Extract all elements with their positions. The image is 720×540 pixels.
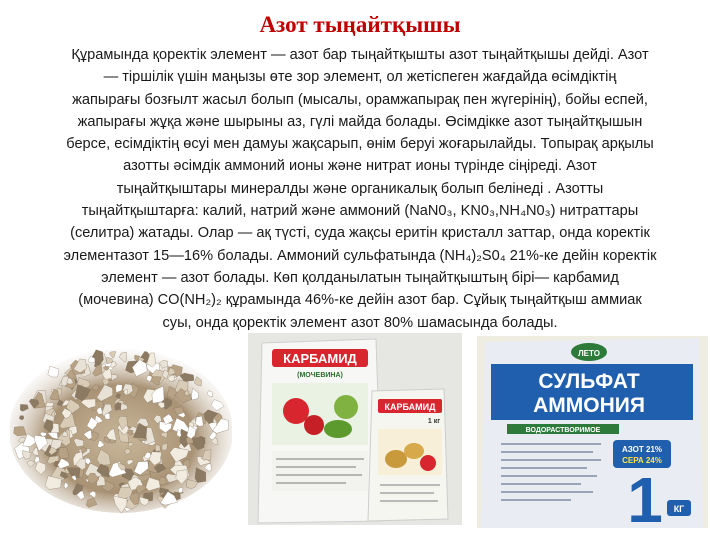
- paragraph-line: (селитра) жатады. Олар — ақ түсті, суда жақсы еритін кристалл заттар, онда коректік: [70, 225, 650, 242]
- crystals-pile: [10, 333, 232, 523]
- karbamid-brand-label: КАРБАМИД: [283, 351, 357, 366]
- karbamid-weight-label: 1 кг: [427, 418, 441, 425]
- leto-brand-label: ЛЕТО: [578, 349, 600, 358]
- sulfur-badge: СЕРА 24%: [622, 456, 662, 465]
- paragraph-line: Құрамында қоректік элемент — азот бар тыңайтқышты азот тыңайтқышы дейді. Азот: [71, 47, 649, 63]
- weight-unit: КГ: [673, 504, 685, 514]
- paragraph-line: берсе, есімдіктің өсуі мен дамуы жақсарып, өнім беруі жоғарылайды. Топырақ арқылы: [66, 136, 654, 153]
- fertilizer-crystals-photo: [10, 333, 232, 523]
- nitrogen-badge: АЗОТ 21%: [621, 445, 663, 454]
- slide-title: Азот тыңайтқышы: [259, 12, 461, 37]
- paragraph-line: тыңайтқыштарға: калий, натрий және аммоний (NaN0₃, KN0₃,NH₄N0₃) нитраттары: [81, 203, 639, 220]
- paragraph-line: — тіршілік үшін маңызы өте зор элемент, ол жетіспеген жағдайда өсімдіктің: [103, 69, 617, 86]
- karbamid-bag-large: [258, 339, 382, 523]
- sulfat-label: СУЛЬФАТ: [538, 370, 640, 393]
- karbamid-bag-small: [368, 389, 448, 521]
- paragraph-line: (мочевина) CO(NH₂)₂ құрамында 46%-ке дейін азот бар. Сұйық тыңайтқыш аммиак: [78, 292, 642, 309]
- karbamid-bags-photo: [248, 333, 462, 525]
- tomato-icon: [283, 398, 309, 424]
- weight-number: 1: [627, 464, 663, 528]
- potato-icon: [385, 450, 407, 468]
- cabbage-icon: [334, 395, 358, 419]
- paragraph-line: суы, онда қоректік элемент азот 80% шамасында болады.: [162, 314, 558, 331]
- karbamid-sub-label: (МОЧЕВИНА): [297, 372, 343, 379]
- paragraph-line: азотты әсімдік аммоний ионы және нитрат ионы түрінде сіңіреді. Азот: [123, 158, 597, 175]
- water-soluble-label: ВОДОРАСТВОРИМОЕ: [525, 427, 601, 434]
- ammonia-label: АММОНИЯ: [533, 394, 645, 417]
- body-paragraph: [10, 44, 710, 334]
- karbamid-small-brand-label: КАРБАМИД: [384, 402, 436, 412]
- paragraph-line: элементазот 15—16% болады. Аммоний сульфатында (NH₄)₂S0₄ 21%-ке дейін коректік: [63, 247, 657, 264]
- paragraph-line: жапырағы бозғылт жасыл болып (мысалы, орамжапырақ пен жүгерінің), бойы еспей,: [72, 91, 648, 108]
- paragraph-line: элемент — азот болады. Көп қолданылатын тыңайтқыштың бірі— карбамид: [101, 269, 619, 286]
- paragraph-line: жапырағы жұқа және шырыны аз, гүлі майда болады. Өсімдікке азот тыңайтқышын: [77, 113, 643, 130]
- paragraph-line: тыңайтқыштары минералды және органикалық болып белінеді . Азотты: [116, 180, 604, 197]
- ammonium-sulfate-bag-photo: [477, 336, 708, 528]
